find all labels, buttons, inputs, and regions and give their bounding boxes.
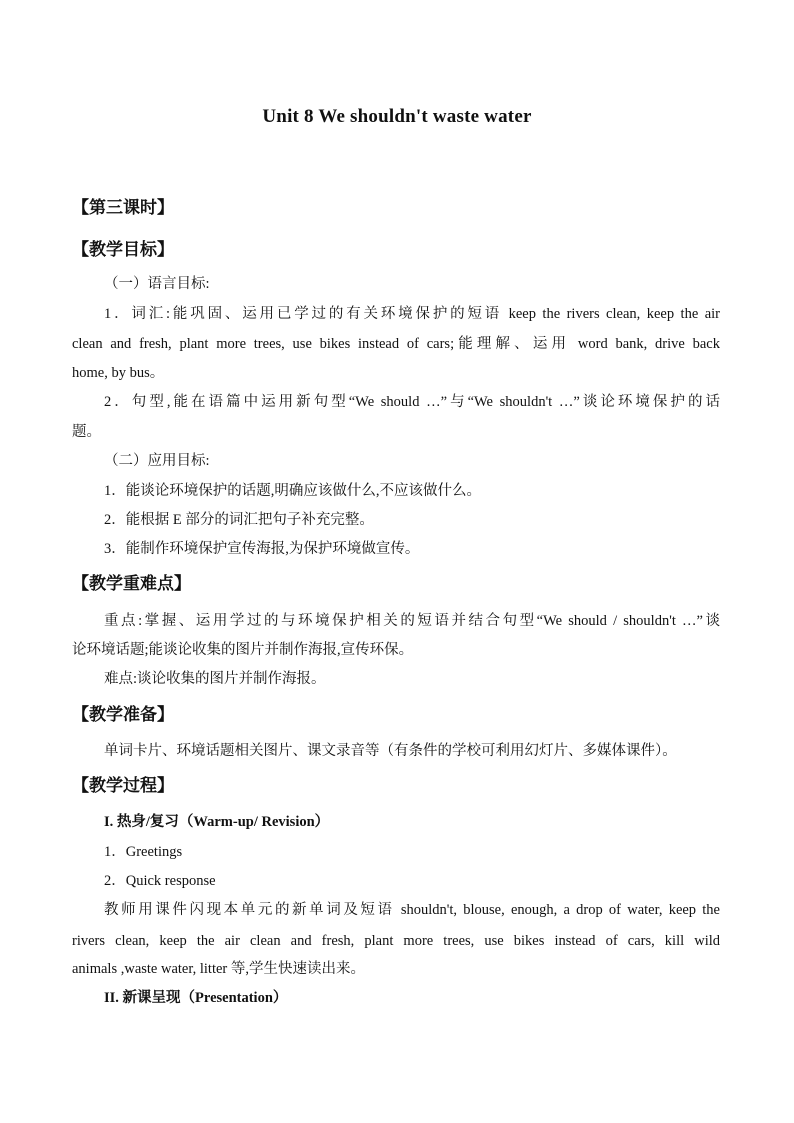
application-item-1: 1．能谈论环境保护的话题,明确应该做什么,不应该做什么。 (104, 483, 481, 499)
application-item-3: 3．能制作环境保护宣传海报,为保护环境做宣传。 (104, 541, 420, 557)
application-objectives-heading: （二）应用目标: (104, 453, 210, 469)
focus-line-2: 论环境话题;能谈论收集的图片并制作海报,宣传环保。 (72, 642, 414, 658)
application-item-2: 2．能根据 E 部分的词汇把句子补充完整。 (104, 512, 374, 528)
language-objectives-heading: （一）语言目标: (104, 276, 210, 292)
process-desc-line-1: 教师用课件闪现本单元的新单词及短语 shouldn't, blouse, enough, a drop of water, keep the (104, 902, 720, 918)
step-greetings: 1．Greetings (104, 844, 183, 860)
process-desc-line-2: rivers clean, keep the air clean and fresh, plant more trees, use bikes instead of cars, kill wild (72, 933, 720, 949)
section-objectives: 【教学目标】 (72, 240, 174, 259)
focus-line-1: 重点:掌握、运用学过的与环境保护相关的短语并结合句型“We should / shouldn't …”谈 (104, 613, 720, 629)
section-key-points: 【教学重难点】 (72, 574, 191, 593)
step-quick-response: 2．Quick response (104, 873, 216, 889)
process-desc-line-3: animals ,waste water, litter 等,学生快速读出来。 (72, 961, 365, 977)
section-process: 【教学过程】 (72, 776, 174, 795)
preparation-text: 单词卡片、环境话题相关图片、课文录音等（有条件的学校可利用幻灯片、多媒体课件）。 (104, 743, 677, 759)
vocab-line-2: clean and fresh, plant more trees, use bikes instead of cars;能理解、运用 word bank, drive back (72, 336, 720, 352)
sentence-line-2: 题。 (72, 424, 101, 440)
page-title: Unit 8 We shouldn't waste water (262, 106, 532, 127)
difficulty-line: 难点:谈论收集的图片并制作海报。 (104, 671, 326, 687)
section-preparation: 【教学准备】 (72, 705, 174, 724)
vocab-line-1: 1．词汇:能巩固、运用已学过的有关环境保护的短语 keep the rivers clean, keep the air (104, 306, 720, 322)
vocab-line-3: home, by bus。 (72, 365, 165, 381)
presentation-heading: II. 新课呈现（Presentation） (104, 990, 288, 1006)
section-lesson: 【第三课时】 (72, 198, 174, 217)
sentence-line-1: 2．句型,能在语篇中运用新句型“We should …”与“We shouldn't …”谈论环境保护的话 (104, 394, 720, 410)
warmup-heading: I. 热身/复习（Warm-up/ Revision） (104, 814, 330, 830)
